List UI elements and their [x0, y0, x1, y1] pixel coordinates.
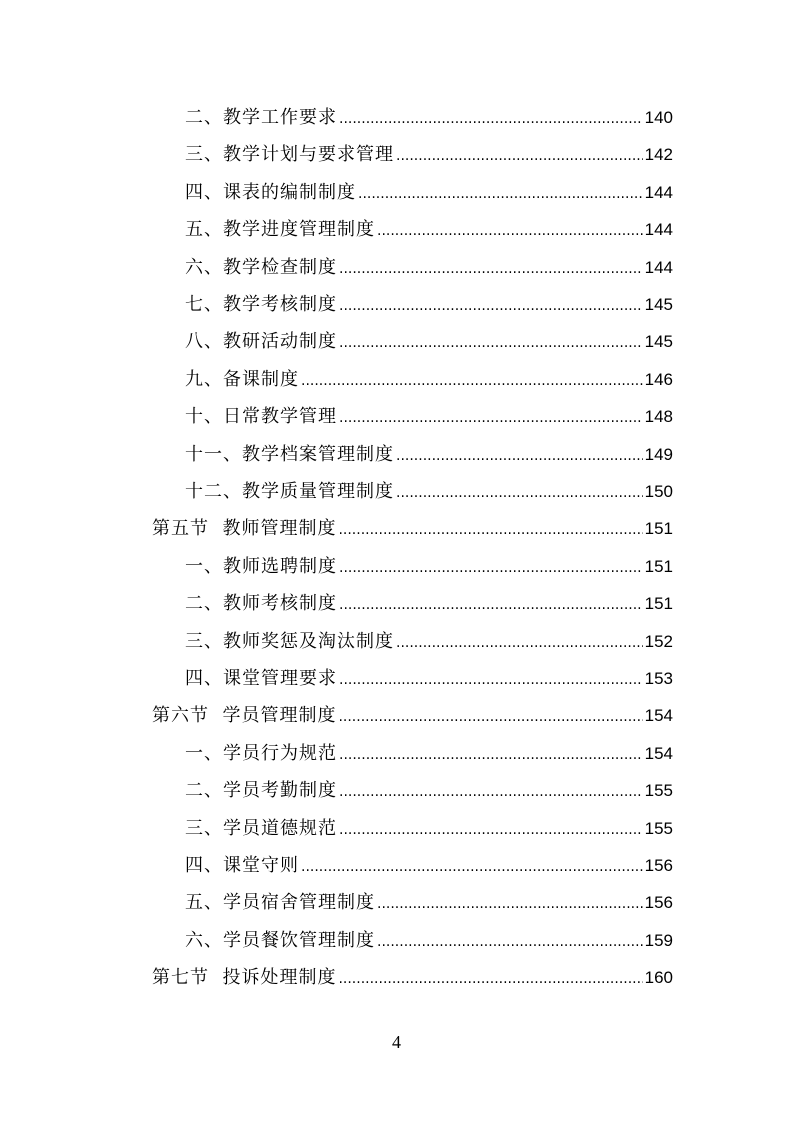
- dot-leader: [339, 291, 643, 321]
- dot-leader: [339, 740, 643, 770]
- toc-entry[interactable]: [185, 365, 673, 395]
- toc-entry[interactable]: [185, 103, 673, 133]
- toc-entry[interactable]: [185, 851, 673, 881]
- toc-entry[interactable]: [185, 290, 673, 320]
- toc-entry-title: 四、课堂管理要求: [185, 668, 337, 689]
- toc-entry[interactable]: [185, 814, 673, 844]
- toc-entry-page: 155: [644, 781, 673, 801]
- toc-entry-title: 六、学员餐饮管理制度: [185, 929, 375, 951]
- toc-entry-title: 十、日常教学管理: [185, 406, 337, 428]
- toc-entry-page: 160: [644, 968, 673, 988]
- toc-entry[interactable]: [152, 514, 673, 544]
- dot-leader: [338, 964, 642, 994]
- dot-leader: [396, 441, 643, 471]
- toc-entry-page: 154: [644, 706, 673, 726]
- dot-leader: [338, 702, 642, 732]
- toc-entry-page: 140: [644, 108, 673, 127]
- dot-leader: [339, 104, 643, 134]
- dot-leader: [339, 590, 643, 620]
- toc-entry[interactable]: [185, 589, 673, 619]
- toc-entry[interactable]: [185, 926, 673, 956]
- toc-entry[interactable]: [152, 963, 673, 993]
- toc-entry-page: 146: [644, 369, 673, 389]
- toc-entry[interactable]: [185, 776, 673, 806]
- toc-entry-page: 159: [644, 930, 673, 950]
- dot-leader: [396, 478, 643, 508]
- dot-leader: [339, 254, 643, 284]
- toc-entry-page: 151: [644, 556, 673, 576]
- dot-leader: [377, 927, 643, 957]
- toc-entry[interactable]: [185, 402, 673, 432]
- toc-entry-title: 八、教研活动制度: [185, 331, 337, 353]
- toc-entry-page: 155: [644, 818, 673, 838]
- toc-entry[interactable]: [185, 215, 673, 245]
- toc-entry-title: 七、教学考核制度: [185, 294, 337, 315]
- toc-entry-page: 145: [644, 295, 673, 314]
- toc-entry-page: 149: [644, 444, 673, 464]
- dot-leader: [377, 889, 643, 919]
- toc-entry[interactable]: [185, 178, 673, 208]
- toc-entry[interactable]: [185, 627, 673, 657]
- dot-leader: [339, 328, 643, 358]
- toc-entry[interactable]: [185, 140, 673, 170]
- toc-entry-title: 五、学员宿舍管理制度: [185, 892, 375, 914]
- toc-entry-page: 144: [644, 182, 673, 202]
- toc-entry-page: 154: [644, 743, 673, 763]
- dot-leader: [396, 141, 643, 171]
- toc-entry-title: 九、备课制度: [185, 368, 299, 390]
- toc-entry-page: 151: [644, 594, 673, 614]
- page-number: 4: [392, 1032, 401, 1052]
- toc-entry-page: 150: [644, 482, 673, 501]
- toc-entry-title: 二、教师考核制度: [185, 593, 337, 615]
- toc-entry-title: 一、教师选聘制度: [185, 555, 337, 577]
- toc-entry-title: 三、学员道德规范: [185, 817, 337, 839]
- toc-entry-page: 148: [644, 407, 673, 427]
- dot-leader: [339, 777, 643, 807]
- toc-entry-title: 二、教学工作要求: [185, 107, 337, 128]
- toc-entry-title: 二、学员考勤制度: [185, 780, 337, 802]
- toc-entry-title: 四、课堂守则: [185, 855, 299, 876]
- toc-entry-title: 十二、教学质量管理制度: [185, 481, 394, 502]
- toc-entry-title: 第七节 投诉处理制度: [152, 967, 337, 989]
- toc-entry[interactable]: [185, 888, 673, 918]
- toc-entry-title: 一、学员行为规范: [185, 742, 337, 764]
- toc-entry[interactable]: [185, 327, 673, 357]
- dot-leader: [301, 852, 643, 882]
- toc-entry-page: 153: [644, 669, 673, 688]
- toc-entry-title: 五、教学进度管理制度: [185, 219, 375, 241]
- toc-entry-title: 第五节 教师管理制度: [152, 518, 337, 540]
- toc-entry[interactable]: [185, 253, 673, 283]
- toc-entry-title: 六、教学检查制度: [185, 256, 337, 278]
- dot-leader: [339, 665, 643, 695]
- dot-leader: [339, 815, 643, 845]
- toc-entry[interactable]: [185, 552, 673, 582]
- toc-entry-page: 145: [644, 332, 673, 352]
- dot-leader: [339, 403, 643, 433]
- toc-entry-page: 144: [644, 257, 673, 277]
- toc-entry[interactable]: [185, 477, 673, 507]
- toc-entry[interactable]: [185, 664, 673, 694]
- dot-leader: [358, 179, 643, 209]
- toc-entry-page: 151: [644, 519, 673, 539]
- toc-entry-title: 四、课表的编制制度: [185, 181, 356, 203]
- toc-entry-page: 156: [644, 893, 673, 913]
- toc-entry-page: 152: [644, 631, 673, 651]
- toc-entry-title: 三、教学计划与要求管理: [185, 144, 394, 166]
- dot-leader: [338, 515, 642, 545]
- dot-leader: [301, 366, 643, 396]
- toc-entry[interactable]: [185, 440, 673, 470]
- toc-entry-page: 144: [644, 220, 673, 240]
- toc-entry-title: 十一、教学档案管理制度: [185, 443, 394, 465]
- toc-entry[interactable]: [185, 739, 673, 769]
- toc-entry-title: 三、教师奖惩及淘汰制度: [185, 630, 394, 652]
- dot-leader: [339, 553, 643, 583]
- toc-entry-page: 156: [644, 856, 673, 875]
- toc-entry-page: 142: [644, 145, 673, 165]
- toc-entry-title: 第六节 学员管理制度: [152, 705, 337, 727]
- dot-leader: [377, 216, 643, 246]
- toc-entry[interactable]: [152, 701, 673, 731]
- dot-leader: [396, 628, 643, 658]
